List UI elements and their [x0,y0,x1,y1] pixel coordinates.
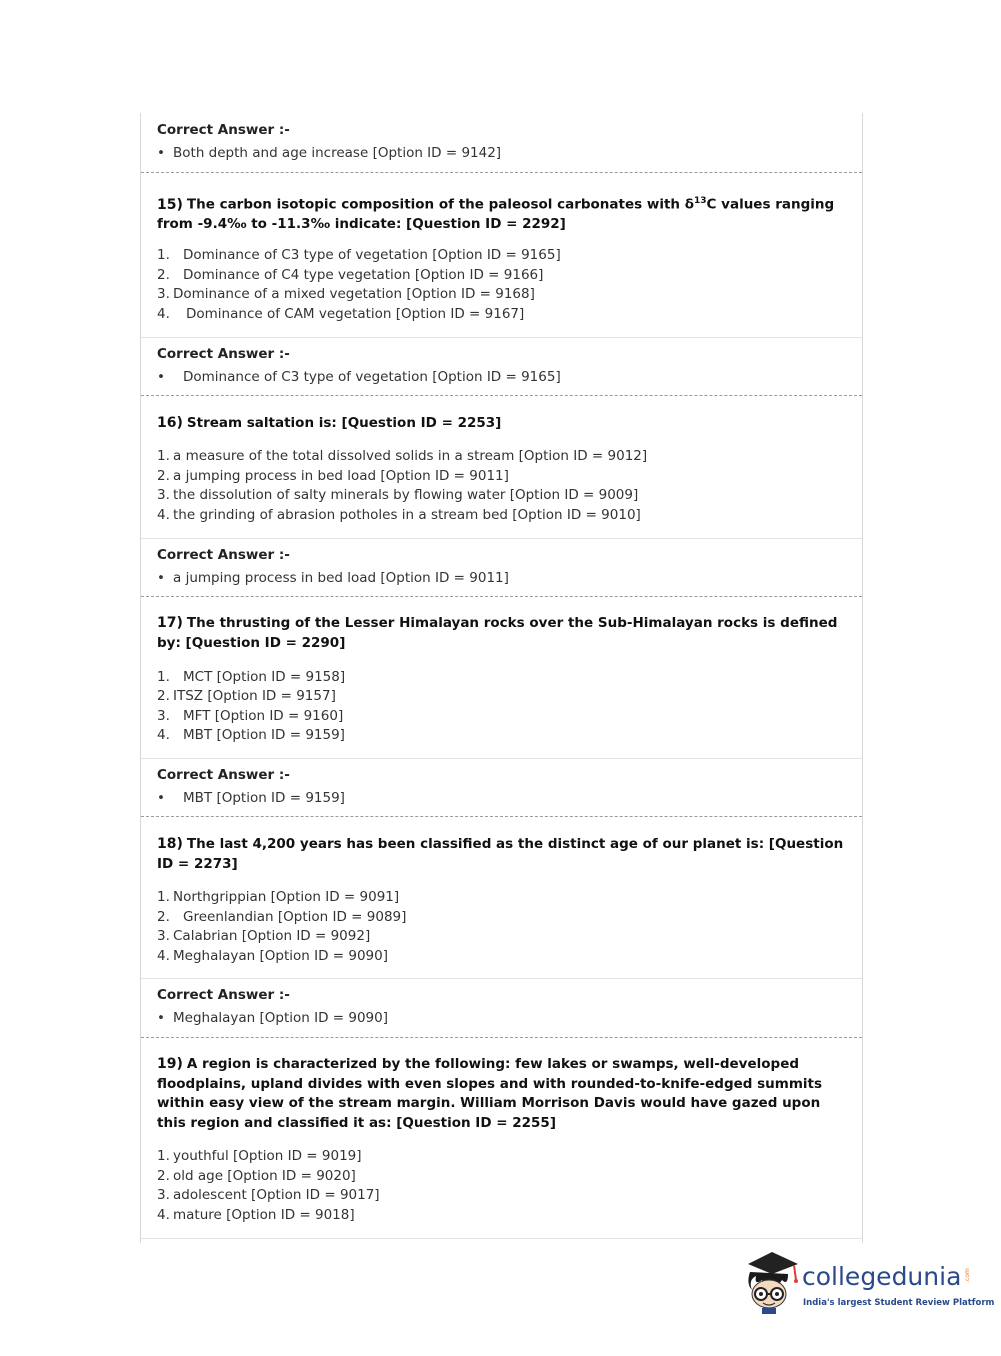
bullet-icon: • [157,369,165,385]
question-divider [141,172,862,173]
question-19-text: 19) A region is characterized by the following: few lakes or swamps, well-developed floodplains, upland divides with even slopes and with rounded-to-knife-edged summits within easy view of the stream margin. William Morrison Davis would have gazed upon this region and classified it as: [Question ID = 2255] [157,1056,823,1131]
section-divider [141,337,862,338]
option: 2. ITSZ [Option ID = 9157] [157,688,336,704]
question-paper-frame [140,113,863,1243]
bullet-icon: • [157,570,165,586]
logo-domain: .com [963,1268,971,1283]
answer-text: • Dominance of C3 type of vegetation [Option ID = 9165] [157,369,561,385]
option: 3. MFT [Option ID = 9160] [157,708,344,724]
bullet-icon: • [157,145,165,161]
option: 2. Greenlandian [Option ID = 9089] [157,909,407,925]
option: 3. the dissolution of salty minerals by flowing water [Option ID = 9009] [157,487,639,503]
option: 4. Meghalayan [Option ID = 9090] [157,948,388,964]
question-16-text: 16) Stream saltation is: [Question ID = 2253] [157,415,502,431]
answer-text: • Meghalayan [Option ID = 9090] [157,1010,388,1026]
bullet-icon: • [157,790,165,806]
section-divider [141,1238,862,1239]
option: 3. Calabrian [Option ID = 9092] [157,928,371,944]
option: 4. Dominance of CAM vegetation [Option ID = 9167] [157,306,525,322]
answer-text: • MBT [Option ID = 9159] [157,790,345,806]
mascot-icon [742,1250,802,1316]
section-divider [141,538,862,539]
answer-title: Correct Answer :- [157,346,290,362]
question-15-text: 15) The carbon isotopic composition of the paleosol carbonates with $\delta^{13}C$ values ranging from -9.4‰ to -11.3‰ indicate: [Question ID = 2292] [157,196,835,232]
answer-title: Correct Answer :- [157,987,290,1003]
option: 3. adolescent [Option ID = 9017] [157,1187,380,1203]
answer-title: Correct Answer :- [157,767,290,783]
question-17-text: 17) The thrusting of the Lesser Himalayan rocks over the Sub-Himalayan rocks is defined by: [Question ID = 2290] [157,615,838,651]
question-divider [141,395,862,396]
option: 2. Dominance of C4 type vegetation [Option ID = 9166] [157,267,544,283]
option: 2. a jumping process in bed load [Option ID = 9011] [157,468,509,484]
option: 1. a measure of the total dissolved solids in a stream [Option ID = 9012] [157,448,648,464]
option: 4. the grinding of abrasion potholes in a stream bed [Option ID = 9010] [157,507,641,523]
section-divider [141,758,862,759]
option: 1. Dominance of C3 type of vegetation [Option ID = 9165] [157,247,561,263]
logo-tagline: India's largest Student Review Platform [803,1298,995,1308]
answer-title: Correct Answer :- [157,122,290,138]
option: 4. MBT [Option ID = 9159] [157,727,345,743]
answer-text: • a jumping process in bed load [Option ID = 9011] [157,570,509,586]
option: 1. Northgrippian [Option ID = 9091] [157,889,400,905]
answer-title: Correct Answer :- [157,547,290,563]
answer-text: • Both depth and age increase [Option ID = 9142] [157,145,502,161]
question-divider [141,596,862,597]
option: 4. mature [Option ID = 9018] [157,1207,355,1223]
option: 1. youthful [Option ID = 9019] [157,1148,362,1164]
logo-name: collegedunia [802,1262,962,1291]
option: 1. MCT [Option ID = 9158] [157,669,346,685]
collegedunia-logo [742,1250,995,1320]
option: 2. old age [Option ID = 9020] [157,1168,356,1184]
option: 3. Dominance of a mixed vegetation [Option ID = 9168] [157,286,535,302]
question-divider [141,816,862,817]
section-divider [141,978,862,979]
question-divider [141,1037,862,1038]
bullet-icon: • [157,1010,165,1026]
question-18-text: 18) The last 4,200 years has been classified as the distinct age of our planet is: [Question ID = 2273] [157,836,844,872]
